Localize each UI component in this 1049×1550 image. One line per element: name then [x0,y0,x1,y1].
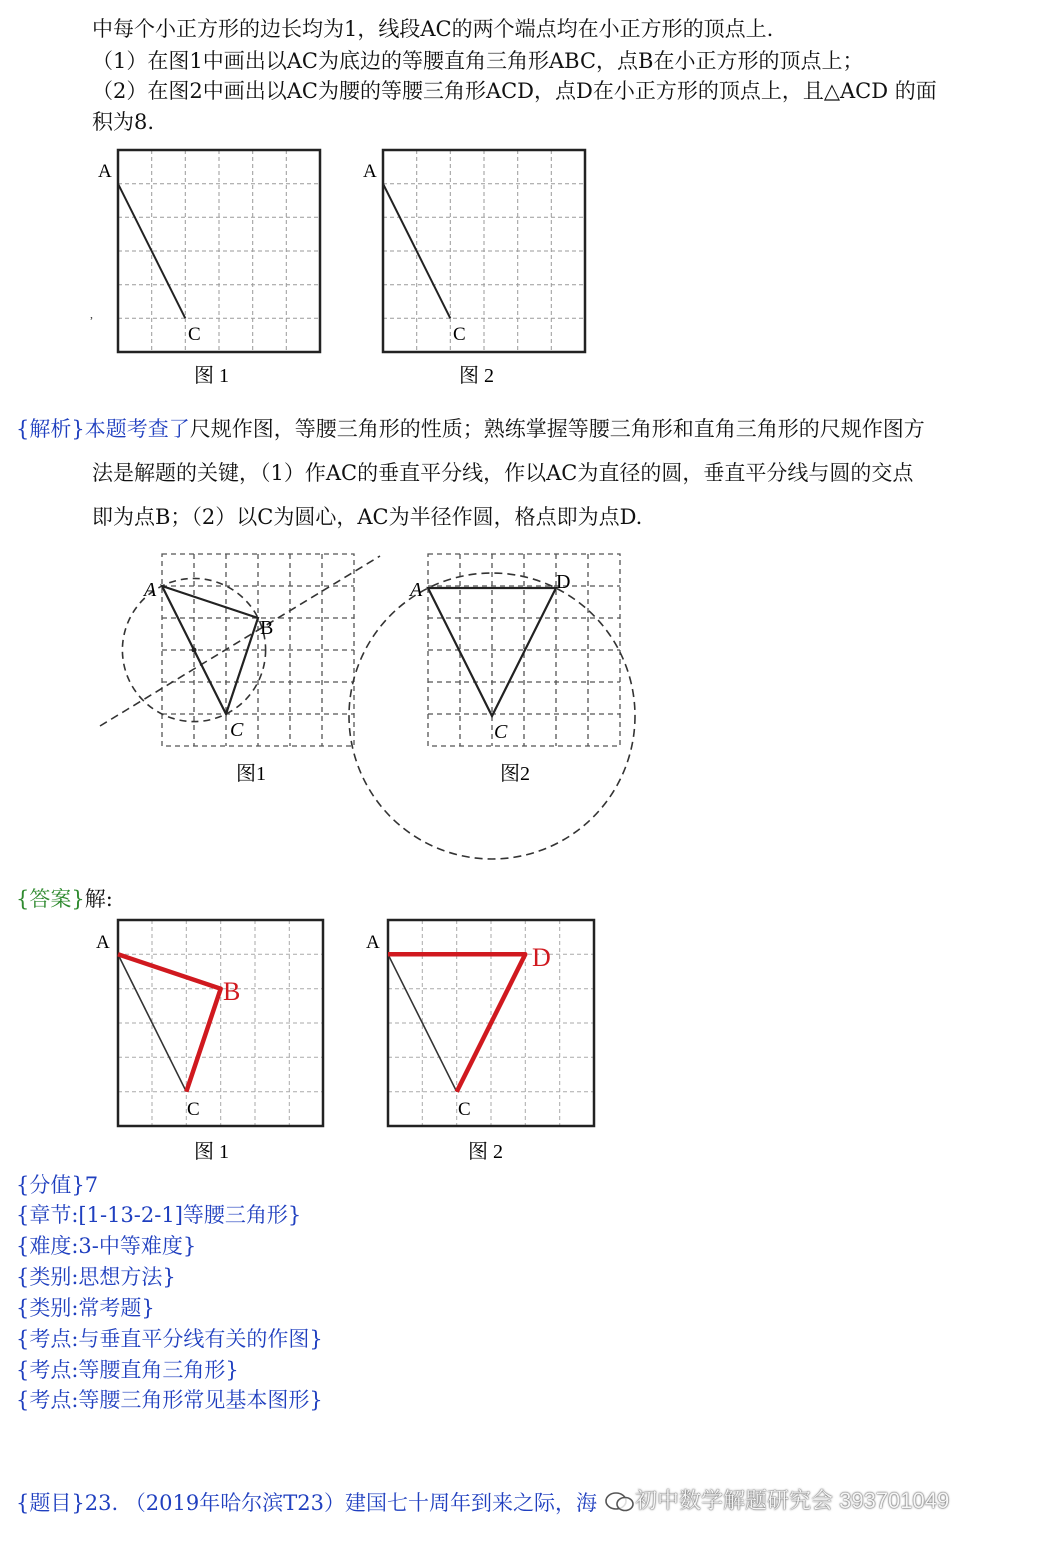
top-figure-1 [90,140,340,400]
meta-difficulty: {难度:3-中等难度} [16,1234,197,1258]
meta-point-1: {考点:与垂直平分线有关的作图} [16,1327,323,1351]
meta-category-1: {类别:思想方法} [16,1265,176,1289]
analysis-line-2: 法是解题的关键，（1）作AC的垂直平分线，作以AC为直径的圆，垂直平分线与圆的交点 [92,461,914,485]
meta-category-2: {类别:常考题} [16,1296,155,1320]
figure-caption: 图 2 [468,1141,503,1163]
figure-caption: 图2 [500,763,530,785]
meta-score: {分值}7 [16,1173,99,1197]
next-question-tag: {题目} [16,1491,85,1515]
label-c: C [453,324,466,345]
figure-caption: 图1 [236,763,266,785]
watermark-text: 初中数学解题研究会 393701049 [635,1488,950,1513]
label-b: B [223,977,241,1006]
analysis-lead: 本题考查了 [84,417,190,441]
label-a: A [363,161,377,182]
label-d: D [556,571,571,593]
analysis-line-1-rest: 尺规作图，等腰三角形的性质；熟练掌握等腰三角形和直角三角形的尺规作图方 [189,417,925,441]
grid-lines [162,554,354,746]
grid-lines [118,150,320,352]
problem-line-2: （1）在图1中画出以AC为底边的等腰直角三角形ABC，点B在小正方形的顶点上； [92,49,864,73]
label-c: C [188,324,201,345]
mark-dot: , [90,307,93,321]
answer-figure-1 [90,910,350,1170]
label-d: D [532,943,551,972]
label-c: C [494,721,508,743]
watermark-chat-icon [605,1491,635,1513]
label-a: A [98,161,112,182]
grid-lines [383,150,585,352]
figure-caption: 图 2 [459,365,494,387]
analysis-line-3: 即为点B；（2）以C为圆心，AC为半径作圆，格点即为点D. [92,505,643,529]
label-c: C [458,1099,471,1120]
figure-caption: 图 1 [194,1141,229,1163]
meta-point-2: {考点:等腰直角三角形} [16,1358,239,1382]
problem-line-1: 中每个小正方形的边长均为1，线段AC的两个端点均在小正方形的顶点上. [92,17,774,41]
figure-caption: 图 1 [194,365,229,387]
next-question-text: 23. （2019年哈尔滨T23）建国七十周年到来之际，海 [84,1491,597,1515]
meta-point-3: {考点:等腰三角形常见基本图形} [16,1388,323,1412]
top-figure-2 [355,140,605,400]
answer-text: 解: [84,887,113,911]
analysis-tag: {解析} [16,417,85,441]
watermark [605,1486,949,1516]
label-b: B [260,617,274,639]
analysis-line-1 [16,414,925,444]
label-a: A [366,932,380,953]
construction-figure-2 [340,540,650,870]
answer-segments-ad-dc [388,954,525,1091]
answer-tag: {答案} [16,887,85,911]
triangle-acd [428,588,556,716]
meta-chapter: {章节:[1-13-2-1]等腰三角形} [16,1203,302,1227]
label-a: A [96,932,110,953]
problem-line-3: （2）在图2中画出以AC为腰的等腰三角形ACD，点D在小正方形的顶点上，且△ACD 的面 [92,79,937,103]
grid-lines [118,920,323,1126]
label-a: A [144,579,157,601]
label-c: C [187,1099,200,1120]
problem-line-4: 积为8. [92,110,155,134]
answer-figure-2 [360,910,620,1170]
label-a: A [410,579,423,601]
next-question-line [16,1488,597,1518]
label-c: C [230,719,244,741]
perpendicular-bisector [100,556,380,726]
midpoint-dot [192,648,197,653]
